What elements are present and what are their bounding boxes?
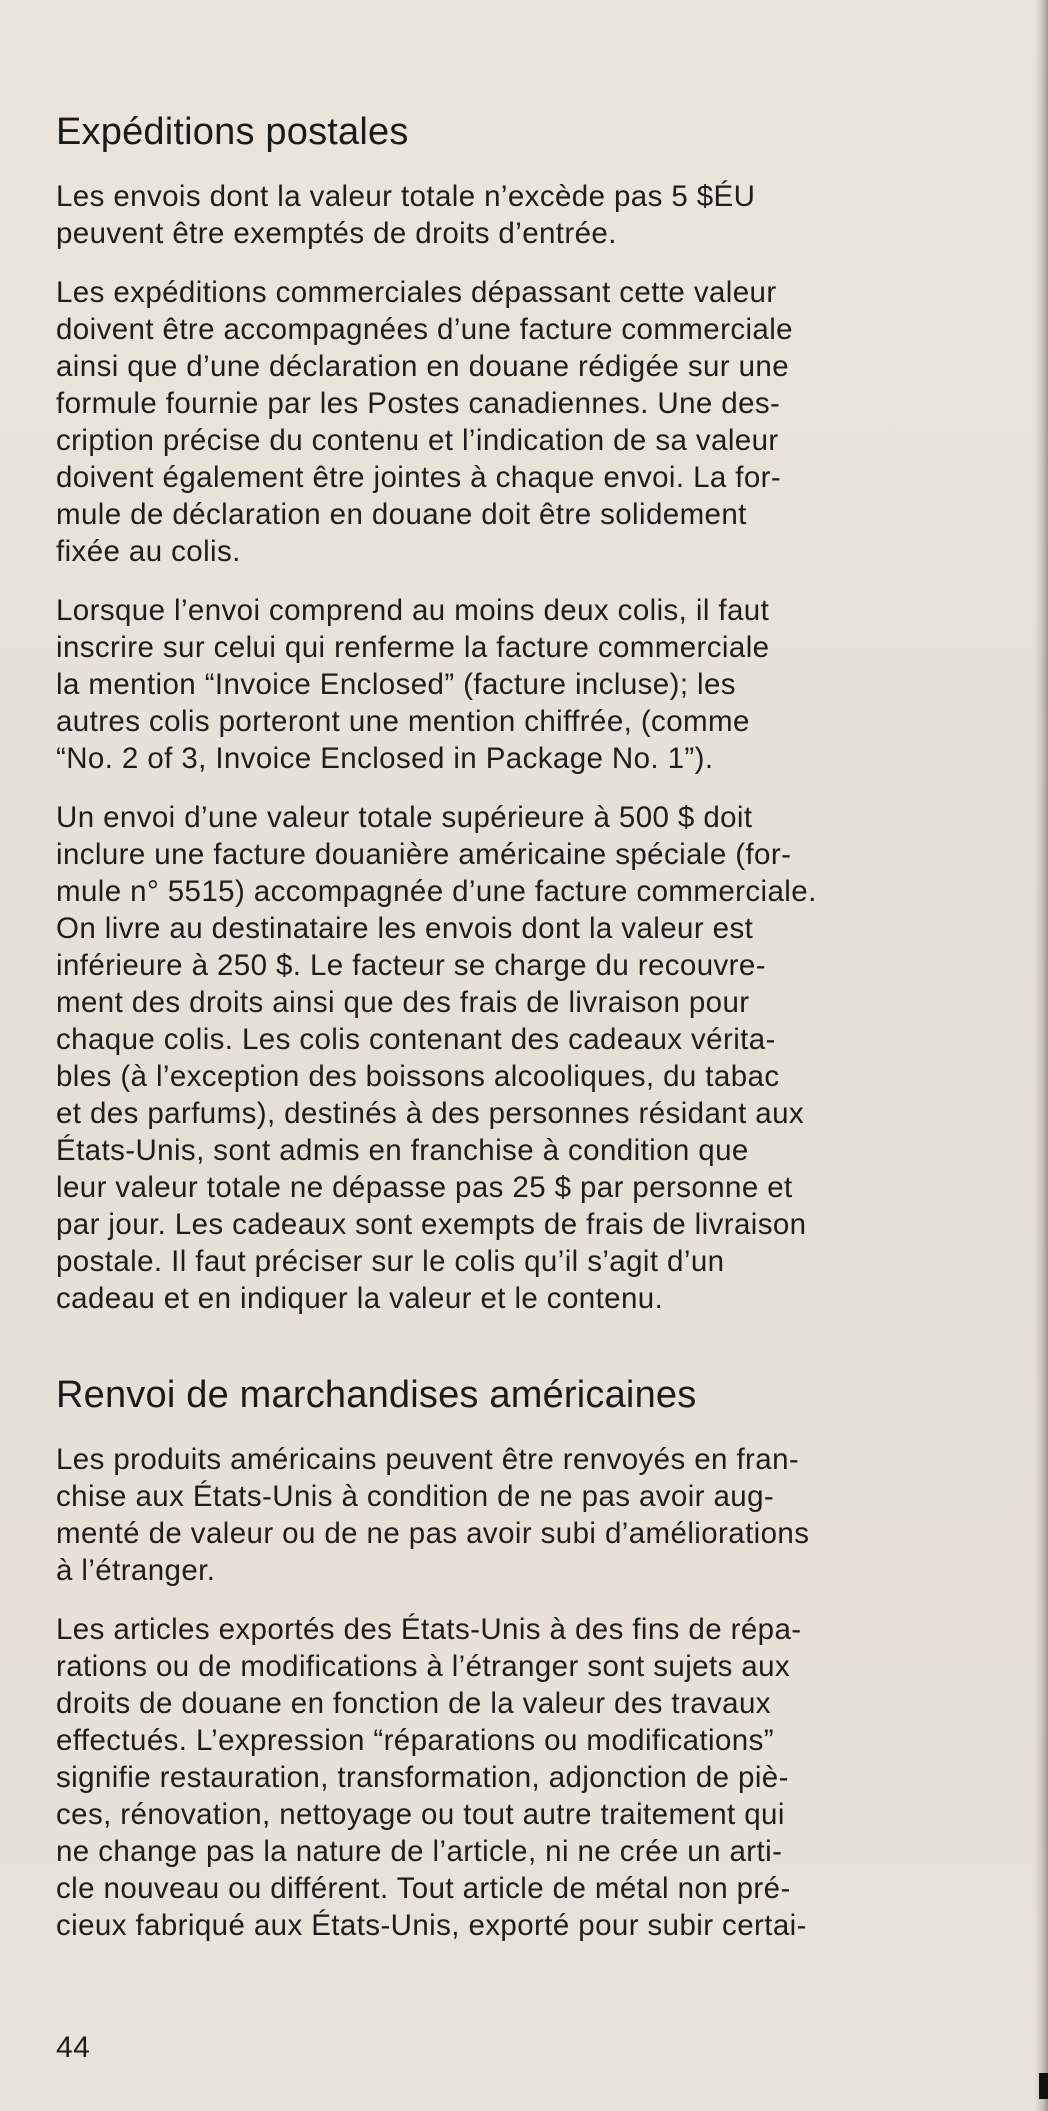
text-line: ment des droits ainsi que des frais de livraison pour — [56, 986, 750, 1019]
paragraph-returned-products — [56, 1441, 1006, 1589]
text-line: ne change pas la nature de l’article, ni ne crée un arti- — [56, 1835, 783, 1868]
text-line: Lorsque l’envoi comprend au moins deux colis, il faut — [56, 594, 770, 627]
paragraph-exemption — [56, 178, 1006, 252]
text-line: peuvent être exemptés de droits d’entrée. — [56, 217, 617, 250]
text-line: ces, rénovation, nettoyage ou tout autre traitement qui — [56, 1798, 785, 1831]
text-line: effectués. L’expression “réparations ou modifications” — [56, 1724, 774, 1757]
text-line: Un envoi d’une valeur totale supérieure à 500 $ doit — [56, 801, 753, 834]
paragraph-commercial-shipments — [56, 274, 1006, 570]
text-line: signifie restauration, transformation, adjonction de piè- — [56, 1761, 789, 1794]
text-line: postale. Il faut préciser sur le colis qu’il s’agit d’un — [56, 1245, 725, 1278]
text-line: cription précise du contenu et l’indication de sa valeur — [56, 424, 779, 457]
text-line: la mention “Invoice Enclosed” (facture incluse); les — [56, 668, 736, 701]
page-edge-shadow — [1034, 0, 1048, 2111]
text-line: cieux fabriqué aux États-Unis, exporté pour subir certai- — [56, 1909, 807, 1942]
text-line: droits de douane en fonction de la valeur des travaux — [56, 1687, 771, 1720]
edge-mark — [1039, 2073, 1048, 2099]
text-line: mule n° 5515) accompagnée d’une facture commerciale. — [56, 875, 817, 908]
text-line: doivent être accompagnées d’une facture commerciale — [56, 313, 793, 346]
text-line: fixée au colis. — [56, 535, 241, 568]
text-line: inclure une facture douanière américaine spéciale (for- — [56, 838, 792, 871]
text-line: chise aux États-Unis à condition de ne pas avoir aug- — [56, 1480, 775, 1513]
text-line: Les envois dont la valeur totale n’excède pas 5 $ÉU — [56, 180, 756, 213]
text-line: formule fournie par les Postes canadiennes. Une des- — [56, 387, 781, 420]
text-line: Les articles exportés des États-Unis à des fins de répa- — [56, 1613, 802, 1646]
section-heading-postal-shipments: Expéditions postales — [56, 111, 409, 153]
page-number: 44 — [56, 2031, 91, 2064]
text-line: chaque colis. Les colis contenant des cadeaux vérita- — [56, 1023, 776, 1056]
text-line: Les produits américains peuvent être renvoyés en fran- — [56, 1443, 800, 1476]
section-heading-returned-goods: Renvoi de marchandises américaines — [56, 1374, 697, 1416]
paragraph-repairs-modifications — [56, 1611, 1006, 1944]
text-line: ainsi que d’une déclaration en douane rédigée sur une — [56, 350, 790, 383]
text-line: rations ou de modifications à l’étranger sont sujets aux — [56, 1650, 791, 1683]
text-line: cadeau et en indiquer la valeur et le contenu. — [56, 1282, 664, 1315]
text-line: doivent également être jointes à chaque envoi. La for- — [56, 461, 782, 494]
text-line: à l’étranger. — [56, 1554, 216, 1587]
text-line: et des parfums), destinés à des personnes résidant aux — [56, 1097, 805, 1130]
paragraph-high-value-shipments — [56, 799, 1006, 1317]
text-line: mule de déclaration en douane doit être solidement — [56, 498, 747, 531]
text-line: menté de valeur ou de ne pas avoir subi d’améliorations — [56, 1517, 810, 1550]
text-line: On livre au destinataire les envois dont la valeur est — [56, 912, 754, 945]
text-line: par jour. Les cadeaux sont exempts de frais de livraison — [56, 1208, 807, 1241]
text-column — [56, 108, 1006, 1966]
text-line: Les expéditions commerciales dépassant cette valeur — [56, 276, 777, 309]
text-line: bles (à l’exception des boissons alcooliques, du tabac — [56, 1060, 780, 1093]
text-line: inscrire sur celui qui renferme la facture commerciale — [56, 631, 770, 664]
paragraph-multiple-packages — [56, 592, 1006, 777]
text-line: autres colis porteront une mention chiffrée, (comme — [56, 705, 750, 738]
text-line: leur valeur totale ne dépasse pas 25 $ par personne et — [56, 1171, 793, 1204]
text-line: États-Unis, sont admis en franchise à condition que — [56, 1134, 749, 1167]
text-line: inférieure à 250 $. Le facteur se charge du recouvre- — [56, 949, 766, 982]
text-line: “No. 2 of 3, Invoice Enclosed in Package No. 1”). — [56, 742, 714, 775]
text-line: cle nouveau ou différent. Tout article de métal non pré- — [56, 1872, 791, 1905]
